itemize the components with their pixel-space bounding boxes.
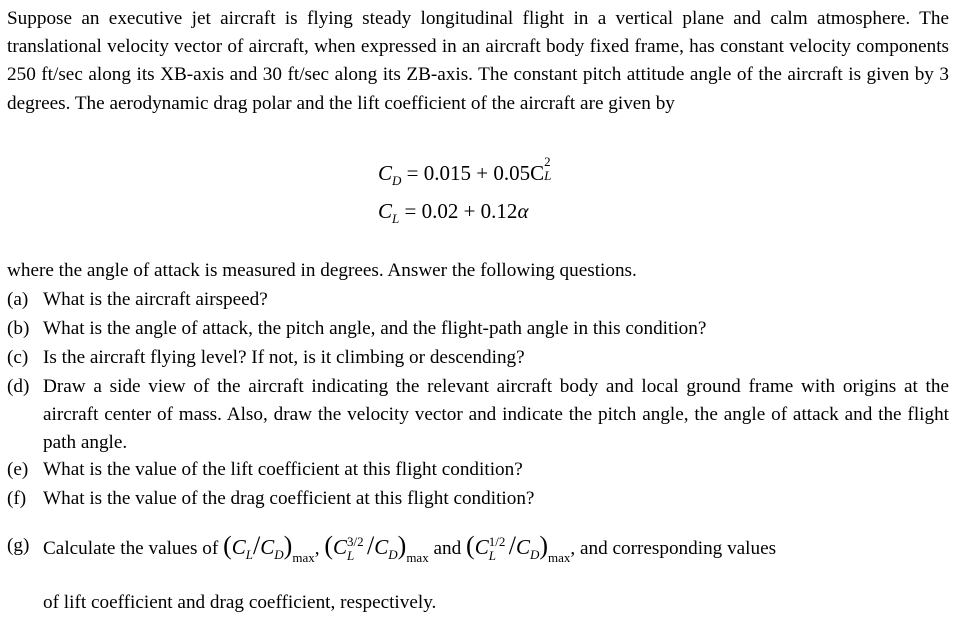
question-d-text: Draw a side view of the aircraft indicating the relevant aircraft body and local ground frame with origins at the aircraft center of mass. Also, draw the velocity vector and indicate the pitch angle, the angle of attack and the flight path angle. xyxy=(43,376,949,453)
cl-squared-sub: L xyxy=(544,168,552,183)
question-e xyxy=(7,456,949,484)
question-d-label: (d) xyxy=(7,376,30,397)
cl-rhs: = 0.02 + 0.12 xyxy=(404,199,518,223)
question-c xyxy=(7,344,949,372)
where-text: where the angle of attack is measured in degrees. Answer the following questions. xyxy=(7,260,637,281)
cl-squared-sup: 2 xyxy=(544,154,551,169)
question-g-end: , and corresponding values xyxy=(570,538,777,559)
cd-symbol: C xyxy=(378,161,393,185)
question-b xyxy=(7,315,949,343)
cd-rhs: = 0.015 + 0.05C xyxy=(406,161,545,185)
question-a xyxy=(7,286,949,314)
question-f xyxy=(7,485,949,513)
question-b-text: What is the angle of attack, the pitch angle, and the flight-path angle in this condition? xyxy=(43,318,707,339)
question-f-text: What is the value of the drag coefficient at this flight condition? xyxy=(43,488,535,509)
problem-intro: Suppose an executive jet aircraft is flying steady longitudinal flight in a vertical plane and calm atmosphere. The translational velocity vector of aircraft, when expressed in an aircraft body fixed frame, has constant velocity components 250 ft/sec along its XB-axis and 30 ft/sec along its ZB-axis. The constant pitch attitude angle of the aircraft is given by 3 degrees. The aerodynamic drag polar and the lift coefficient of the aircraft are given by xyxy=(7,8,949,114)
cl-squared xyxy=(544,154,558,183)
ratio-cl-cd-max: $(CL/CD)_{max}$ xyxy=(223,531,315,565)
question-d xyxy=(7,373,949,457)
ratio-cl12-cd-max: (C 1/2 L $/CD)_{max}$ xyxy=(466,531,571,565)
question-a-text: What is the aircraft airspeed? xyxy=(43,289,268,310)
cd-subscript: D xyxy=(392,173,402,188)
question-f-label: (f) xyxy=(7,488,27,509)
ratio-cl32-cd-max: (C 3/2 L $/CD)_{max}$ xyxy=(324,531,429,565)
question-e-text: What is the value of the lift coefficient at this flight condition? xyxy=(43,459,523,480)
question-g-text: Calculate the values of $(CL/CD)_{max}$, (C 3/2 L $/CD)_{max}$ and (C 1/2 L $/CD)_{max}$, and corresponding values xyxy=(43,531,777,565)
question-g-line2: of lift coefficient and drag coefficient, respectively. xyxy=(43,592,437,613)
cl-symbol: C xyxy=(378,199,393,223)
question-g-start: Calculate the values of xyxy=(43,538,219,559)
question-b-label: (b) xyxy=(7,318,30,339)
cl-subscript: L xyxy=(392,211,400,226)
question-g xyxy=(7,532,949,572)
question-g-and: and xyxy=(433,538,462,559)
question-e-label: (e) xyxy=(7,459,29,480)
lift-coefficient-equation xyxy=(378,199,528,227)
alpha-symbol: α xyxy=(517,199,529,223)
drag-polar-equation xyxy=(378,154,558,189)
question-g-label: (g) xyxy=(7,535,30,556)
question-c-label: (c) xyxy=(7,347,29,368)
question-a-label: (a) xyxy=(7,289,29,310)
question-c-text: Is the aircraft flying level? If not, is it climbing or descending? xyxy=(43,347,525,368)
